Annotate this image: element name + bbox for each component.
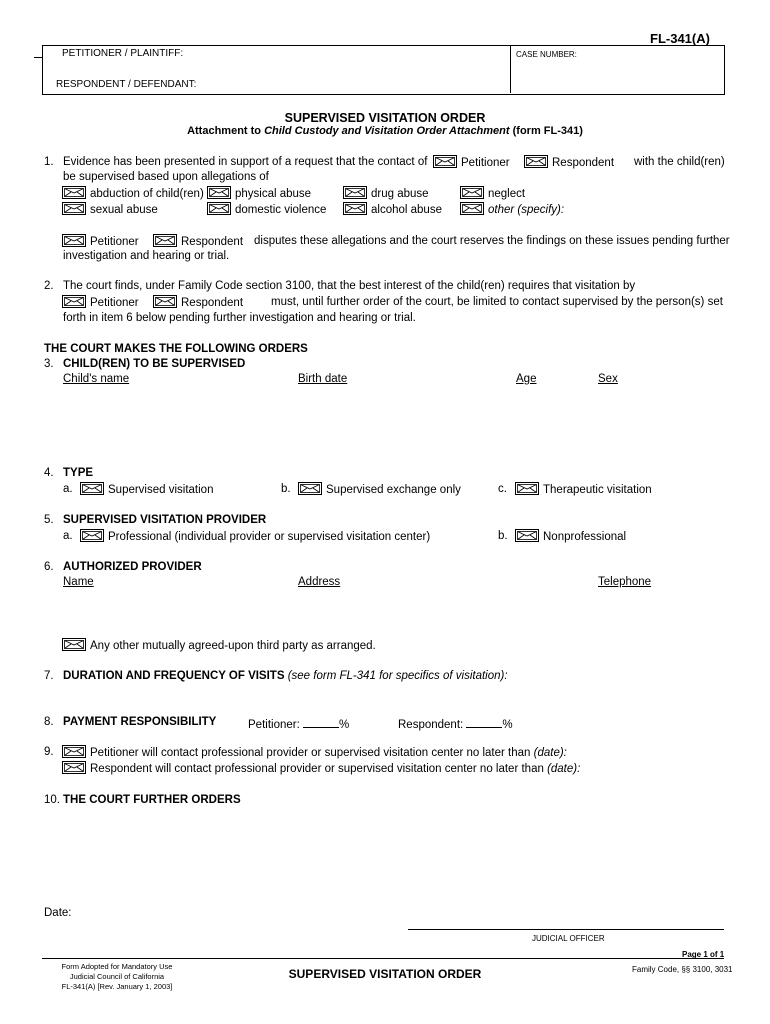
checkbox-label: sexual abuse xyxy=(90,204,158,216)
respondent-percent-field[interactable] xyxy=(466,716,502,728)
checkbox-icon[interactable] xyxy=(80,529,104,542)
checkbox-icon[interactable] xyxy=(62,202,86,215)
checkbox-label: Any other mutually agreed-upon third party as arranged. xyxy=(90,640,376,652)
checkbox-label: drug abuse xyxy=(371,188,429,200)
item9-respondent-checkbox[interactable] xyxy=(62,761,580,775)
checkbox-icon[interactable] xyxy=(515,482,539,495)
col-address: Address xyxy=(298,576,341,588)
disputes-petitioner-checkbox[interactable] xyxy=(62,234,139,248)
footer-adopted: Form Adopted for Mandatory Use Judicial Council of California FL-341(A) [Rev. January 1, 2003] xyxy=(61,962,173,991)
caption-tick xyxy=(34,57,42,58)
allegation-neglect[interactable] xyxy=(460,186,525,200)
item3-number: 3. xyxy=(44,358,54,370)
checkbox-icon[interactable] xyxy=(153,295,177,308)
checkbox-label: Petitioner will contact professional provider or supervised visitation center no later than xyxy=(90,747,531,759)
item7-number: 7. xyxy=(44,670,54,682)
respondent-label: RESPONDENT / DEFENDANT: xyxy=(56,79,197,90)
item1-number: 1. xyxy=(44,156,54,168)
payment-petitioner: Petitioner: % xyxy=(248,716,349,731)
checkbox-label: alcohol abuse xyxy=(371,204,442,216)
checkbox-label: Respondent xyxy=(181,297,244,309)
checkbox-label: neglect xyxy=(488,188,526,200)
checkbox-label: Professional (individual provider or supervised visitation center) xyxy=(108,531,431,543)
petitioner-percent-field[interactable] xyxy=(303,716,339,728)
checkbox-label: other (specify): xyxy=(488,204,565,216)
col-name: Name xyxy=(63,576,94,588)
page-title: SUPERVISED VISITATION ORDER xyxy=(284,111,486,125)
payment-respondent: Respondent: % xyxy=(398,716,513,731)
checkbox-label: Supervised visitation xyxy=(108,484,214,496)
item9-number: 9. xyxy=(44,746,54,758)
allegation-physical-abuse[interactable] xyxy=(207,186,311,200)
item1-respondent-checkbox-group[interactable] xyxy=(524,155,614,169)
col-childs-name: Child's name xyxy=(63,373,130,385)
item8-number: 8. xyxy=(44,716,54,728)
date-label: Date: xyxy=(44,907,72,919)
item1-petitioner-checkbox-group[interactable] xyxy=(433,155,510,169)
checkbox-icon[interactable] xyxy=(343,202,367,215)
checkbox-label: Respondent xyxy=(181,236,244,248)
item7-line: DURATION AND FREQUENCY OF VISITS (see form FL-341 for specifics of visitation): xyxy=(63,670,508,682)
item10-heading: THE COURT FURTHER ORDERS xyxy=(63,794,241,806)
checkbox-icon[interactable] xyxy=(62,761,86,774)
caption-divider xyxy=(510,45,511,93)
type-therapeutic-visitation[interactable] xyxy=(515,482,652,496)
checkbox-icon[interactable] xyxy=(515,529,539,542)
item2-respondent-checkbox[interactable] xyxy=(153,295,243,309)
item4-heading: TYPE xyxy=(63,467,94,479)
allegation-alcohol-abuse[interactable] xyxy=(343,202,442,216)
checkbox-label: Nonprofessional xyxy=(543,531,627,543)
petitioner-label: PETITIONER / PLAINTIFF: xyxy=(62,48,184,59)
provider-professional[interactable] xyxy=(80,529,430,543)
checkbox-icon[interactable] xyxy=(298,482,322,495)
date-label: (date): xyxy=(547,763,581,775)
item1-with-children: with the child(ren) xyxy=(634,156,725,168)
item2-text-a: The court finds, under Family Code section 3100, that the best interest of the child(ren) requires that visitation by xyxy=(63,280,636,292)
checkbox-label: Petitioner xyxy=(90,236,139,248)
disputes-text-b: investigation and hearing or trial. xyxy=(63,250,230,262)
checkbox-icon[interactable] xyxy=(62,745,86,758)
item2-text-b: must, until further order of the court, be limited to contact supervised by the person(s) set xyxy=(271,296,723,308)
checkbox-label: Petitioner xyxy=(461,157,510,169)
col-sex: Sex xyxy=(598,373,618,385)
item5-b-letter: b. xyxy=(498,530,508,542)
checkbox-icon[interactable] xyxy=(207,186,231,199)
col-age: Age xyxy=(516,373,537,385)
checkbox-icon[interactable] xyxy=(62,295,86,308)
date-label: (date): xyxy=(533,747,567,759)
checkbox-label: domestic violence xyxy=(235,204,327,216)
checkbox-icon[interactable] xyxy=(343,186,367,199)
checkbox-label: abduction of child(ren) xyxy=(90,188,204,200)
footer-title: SUPERVISED VISITATION ORDER xyxy=(288,967,482,981)
checkbox-icon[interactable] xyxy=(433,155,457,168)
item8-heading: PAYMENT RESPONSIBILITY xyxy=(63,716,217,728)
checkbox-label: Respondent will contact professional provider or supervised visitation center no later than xyxy=(90,763,544,775)
checkbox-label: Supervised exchange only xyxy=(326,484,461,496)
form-number: FL-341(A) xyxy=(650,31,710,46)
item5-number: 5. xyxy=(44,514,54,526)
item2-number: 2. xyxy=(44,280,54,292)
item4-a-letter: a. xyxy=(63,483,73,495)
footer-rule xyxy=(42,958,724,959)
orders-heading: THE COURT MAKES THE FOLLOWING ORDERS xyxy=(44,343,308,355)
checkbox-label: physical abuse xyxy=(235,188,312,200)
disputes-text-a: disputes these allegations and the court reserves the findings on these issues pending further xyxy=(254,235,730,247)
item9-petitioner-checkbox[interactable] xyxy=(62,745,567,759)
item4-c-letter: c. xyxy=(498,483,507,495)
allegation-other[interactable] xyxy=(460,202,564,216)
item5-heading: SUPERVISED VISITATION PROVIDER xyxy=(63,514,267,526)
col-telephone: Telephone xyxy=(598,576,652,588)
item10-number: 10. xyxy=(44,794,60,806)
checkbox-icon[interactable] xyxy=(62,234,86,247)
checkbox-icon[interactable] xyxy=(62,638,86,651)
item4-b-letter: b. xyxy=(281,483,291,495)
provider-nonprofessional[interactable] xyxy=(515,529,626,543)
item6-heading: AUTHORIZED PROVIDER xyxy=(63,561,202,573)
signature-line[interactable] xyxy=(408,929,724,930)
judicial-officer-label: JUDICIAL OFFICER xyxy=(532,934,605,943)
checkbox-label: Petitioner xyxy=(90,297,139,309)
page-number: Page 1 of 1 xyxy=(682,950,725,959)
item1-text-a: Evidence has been presented in support of a request that the contact of xyxy=(63,156,428,168)
item6-number: 6. xyxy=(44,561,54,573)
checkbox-icon[interactable] xyxy=(80,482,104,495)
checkbox-icon[interactable] xyxy=(460,202,484,215)
allegation-drug-abuse[interactable] xyxy=(343,186,429,200)
item4-number: 4. xyxy=(44,467,54,479)
third-party-checkbox[interactable] xyxy=(62,638,376,652)
item2-text-c: forth in item 6 below pending further investigation and hearing or trial. xyxy=(63,312,416,324)
item1-text-b: be supervised based upon allegations of xyxy=(63,171,269,183)
checkbox-icon[interactable] xyxy=(153,234,177,247)
item5-a-letter: a. xyxy=(63,530,73,542)
case-number-label: CASE NUMBER: xyxy=(516,50,577,59)
checkbox-label: Respondent xyxy=(552,157,615,169)
item2-petitioner-checkbox[interactable] xyxy=(62,295,139,309)
item3-heading: CHILD(REN) TO BE SUPERVISED xyxy=(63,358,246,370)
footer-code: Family Code, §§ 3100, 3031 xyxy=(632,965,733,974)
page-subtitle: Attachment to Child Custody and Visitation Order Attachment (form FL-341) xyxy=(187,125,583,137)
allegation-sexual-abuse[interactable] xyxy=(62,202,158,216)
checkbox-icon[interactable] xyxy=(207,202,231,215)
allegation-abduction[interactable] xyxy=(62,186,204,200)
allegation-domestic-violence[interactable] xyxy=(207,202,326,216)
checkbox-label: Therapeutic visitation xyxy=(543,484,652,496)
checkbox-icon[interactable] xyxy=(460,186,484,199)
type-supervised-exchange[interactable] xyxy=(298,482,461,496)
disputes-respondent-checkbox[interactable] xyxy=(153,234,243,248)
checkbox-icon[interactable] xyxy=(62,186,86,199)
checkbox-icon[interactable] xyxy=(524,155,548,168)
col-birth-date: Birth date xyxy=(298,373,348,385)
type-supervised-visitation[interactable] xyxy=(80,482,213,496)
